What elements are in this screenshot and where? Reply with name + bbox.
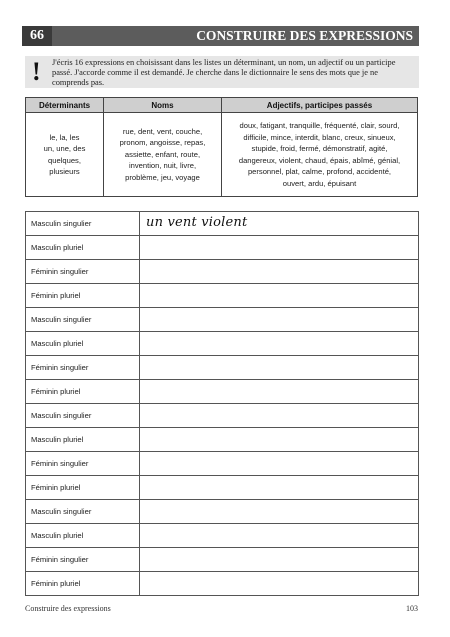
answer-field[interactable] — [140, 572, 419, 596]
row-label: Masculin pluriel — [26, 332, 140, 356]
nouns-list: rue, dent, vent, couche, pronom, angoisse, repas, assiette, enfant, route, invention, nuit, livre, problème, jeu, voyage — [104, 113, 222, 197]
answer-field[interactable] — [140, 236, 419, 260]
instruction-box — [25, 56, 419, 88]
chapter-header — [22, 26, 419, 46]
table-row — [26, 572, 419, 596]
row-label: Masculin singulier — [26, 500, 140, 524]
handwritten-answer: un vent violent — [146, 215, 248, 230]
answer-field[interactable] — [140, 308, 419, 332]
answer-field[interactable] — [140, 332, 419, 356]
answer-field[interactable] — [140, 500, 419, 524]
row-label: Féminin singulier — [26, 452, 140, 476]
table-row — [26, 428, 419, 452]
answer-field[interactable] — [140, 380, 419, 404]
row-label: Masculin pluriel — [26, 524, 140, 548]
row-label: Féminin singulier — [26, 260, 140, 284]
determinants-list: le, la, les un, une, des quelques, plusieurs — [26, 113, 104, 197]
footer-chapter-name: Construire des expressions — [25, 604, 111, 613]
table-row — [26, 380, 419, 404]
answer-field[interactable] — [140, 260, 419, 284]
answer-field[interactable] — [140, 548, 419, 572]
table-row — [26, 500, 419, 524]
table-row — [26, 356, 419, 380]
row-label: Masculin singulier — [26, 404, 140, 428]
exclamation-icon: ! — [32, 57, 41, 86]
answer-field[interactable] — [140, 476, 419, 500]
table-row — [26, 404, 419, 428]
answer-field[interactable] — [140, 212, 419, 236]
table-row — [26, 452, 419, 476]
answer-field[interactable] — [140, 284, 419, 308]
table-row — [26, 524, 419, 548]
row-label: Masculin pluriel — [26, 236, 140, 260]
row-label: Féminin singulier — [26, 356, 140, 380]
header-nouns: Noms — [104, 98, 222, 113]
table-row — [26, 284, 419, 308]
row-label: Masculin singulier — [26, 308, 140, 332]
table-row — [26, 548, 419, 572]
table-row — [26, 236, 419, 260]
table-row — [26, 476, 419, 500]
answer-field[interactable] — [140, 428, 419, 452]
row-label: Féminin pluriel — [26, 284, 140, 308]
row-label: Masculin pluriel — [26, 428, 140, 452]
table-row — [26, 212, 419, 236]
row-label: Masculin singulier — [26, 212, 140, 236]
word-list-table — [25, 97, 418, 197]
exercise-table — [25, 211, 419, 596]
answer-field[interactable] — [140, 452, 419, 476]
chapter-title: CONSTRUIRE DES EXPRESSIONS — [196, 28, 413, 43]
row-label: Féminin pluriel — [26, 476, 140, 500]
answer-field[interactable] — [140, 524, 419, 548]
table-row — [26, 308, 419, 332]
header-adjectives: Adjectifs, participes passés — [222, 98, 418, 113]
footer-page-number: 103 — [406, 604, 418, 613]
row-label: Féminin pluriel — [26, 572, 140, 596]
row-label: Féminin singulier — [26, 548, 140, 572]
adjectives-list: doux, fatigant, tranquille, fréquenté, clair, sourd, difficile, mince, interdit, blanc, creux, sinueux, stupide, froid, fermé, démonstratif, agité, dangereux, violent, chaud, épais, abîmé, génial, personnel, plat, calme, profond, accidenté, ouvert, ardu, épuisant — [222, 113, 418, 197]
page-number-badge: 66 — [22, 26, 52, 46]
answer-field[interactable] — [140, 404, 419, 428]
header-determinants: Déterminants — [26, 98, 104, 113]
row-label: Féminin pluriel — [26, 380, 140, 404]
instruction-text: J'écris 16 expressions en choisissant dans les listes un déterminant, un nom, un adjectif ou un participe passé. J'accorde comme il est demandé. Je cherche dans le dictionnaire le sens des mots que je ne comprends pas. — [52, 58, 396, 87]
table-row — [26, 332, 419, 356]
table-row — [26, 260, 419, 284]
answer-field[interactable] — [140, 356, 419, 380]
